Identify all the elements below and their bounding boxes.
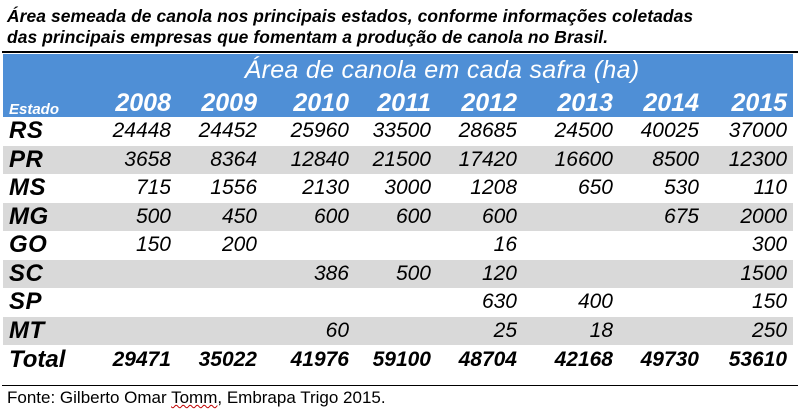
value-cell: 386 xyxy=(263,260,355,289)
value-cell: 16 xyxy=(493,233,517,257)
value-cell: 300 xyxy=(752,233,788,257)
caption-line-2: das principais empresas que fomentam a produção de canola no Brasil. xyxy=(7,27,609,47)
total-label: Total xyxy=(9,346,66,373)
value-cell: 110 xyxy=(753,176,788,200)
year-header-row xyxy=(3,87,793,117)
source-note xyxy=(7,388,386,408)
value-cell: 500 xyxy=(355,260,437,289)
value-cell: 25 xyxy=(437,317,523,346)
value-cell: 24452 xyxy=(198,119,257,143)
row-header-spacer xyxy=(3,54,91,87)
value-cell xyxy=(619,288,705,317)
table-caption xyxy=(7,6,793,48)
value-cell xyxy=(263,231,355,260)
state-cell: PR xyxy=(3,146,91,175)
state-cell: MT xyxy=(3,317,91,346)
source-prefix: Fonte: Gilberto Omar xyxy=(7,388,172,407)
value-cell xyxy=(619,231,705,260)
table-row xyxy=(3,146,793,175)
value-cell: 60 xyxy=(263,317,355,346)
total-value-cell: 48704 xyxy=(458,348,517,371)
total-value-cell: 42168 xyxy=(554,348,613,371)
value-cell xyxy=(523,231,619,260)
value-cell: 3000 xyxy=(384,176,431,200)
year-header-2009: 2009 xyxy=(177,87,263,117)
value-cell: 500 xyxy=(91,203,177,232)
value-cell: 450 xyxy=(177,203,263,232)
value-cell: 1500 xyxy=(705,260,793,289)
value-cell: 24500 xyxy=(554,119,613,143)
value-cell xyxy=(177,317,263,346)
value-cell: 675 xyxy=(619,203,705,232)
year-header-2011: 2011 xyxy=(355,87,437,117)
value-cell xyxy=(619,317,705,346)
value-cell: 200 xyxy=(221,233,257,257)
table-title: Área de canola em cada safra (ha) xyxy=(91,54,793,87)
value-cell: 1208 xyxy=(470,176,517,200)
total-value-cell: 41976 xyxy=(290,348,349,371)
value-cell xyxy=(355,317,437,346)
value-cell xyxy=(619,260,705,289)
table-row xyxy=(3,260,793,289)
value-cell xyxy=(355,231,437,260)
value-cell: 120 xyxy=(437,260,523,289)
table-row xyxy=(3,231,793,260)
value-cell: 28685 xyxy=(458,119,517,143)
value-cell: 150 xyxy=(135,233,171,257)
value-cell: 12300 xyxy=(705,146,793,175)
value-cell xyxy=(355,288,437,317)
value-cell: 37000 xyxy=(728,119,788,143)
value-cell: 600 xyxy=(263,203,355,232)
value-cell xyxy=(91,317,177,346)
total-value-cell: 53610 xyxy=(728,348,788,371)
caption-divider xyxy=(2,51,798,53)
value-cell xyxy=(177,288,263,317)
state-cell: RS xyxy=(9,117,44,145)
value-cell: 630 xyxy=(481,290,517,314)
state-cell: SP xyxy=(9,288,43,316)
value-cell: 18 xyxy=(523,317,619,346)
value-cell xyxy=(177,260,263,289)
value-cell: 600 xyxy=(355,203,437,232)
table-row xyxy=(3,317,793,346)
value-cell: 12840 xyxy=(263,146,355,175)
value-cell: 150 xyxy=(752,290,788,314)
value-cell: 8364 xyxy=(177,146,263,175)
value-cell: 650 xyxy=(577,176,613,200)
source-suffix: , Embrapa Trigo 2015. xyxy=(217,388,386,407)
year-header-2013: 2013 xyxy=(523,87,619,117)
year-header-2008: 2008 xyxy=(91,87,177,117)
value-cell: 2000 xyxy=(705,203,793,232)
value-cell: 8500 xyxy=(619,146,705,175)
year-header-2014: 2014 xyxy=(619,87,705,117)
total-value-cell: 35022 xyxy=(198,348,257,371)
table-row xyxy=(3,203,793,232)
value-cell: 530 xyxy=(663,176,699,200)
state-cell: SC xyxy=(3,260,91,289)
value-cell xyxy=(91,288,177,317)
value-cell xyxy=(523,260,619,289)
caption-line-1: Área semeada de canola nos principais estados, conforme informações coletadas xyxy=(7,6,694,26)
value-cell: 17420 xyxy=(437,146,523,175)
year-header-2012: 2012 xyxy=(437,87,523,117)
value-cell: 600 xyxy=(437,203,523,232)
total-value-cell: 29471 xyxy=(112,348,171,371)
total-value-cell: 59100 xyxy=(372,348,431,371)
value-cell xyxy=(263,288,355,317)
value-cell: 400 xyxy=(577,290,613,314)
year-header-2010: 2010 xyxy=(263,87,355,117)
table-row xyxy=(3,174,793,203)
value-cell: 715 xyxy=(135,176,171,200)
value-cell xyxy=(523,203,619,232)
value-cell: 1556 xyxy=(210,176,257,200)
table-row xyxy=(3,288,793,317)
value-cell: 33500 xyxy=(372,119,431,143)
state-cell: MG xyxy=(3,203,91,232)
canola-area-table xyxy=(3,54,793,375)
value-cell: 25960 xyxy=(290,119,349,143)
table-row xyxy=(3,117,793,146)
value-cell: 3658 xyxy=(91,146,177,175)
value-cell: 21500 xyxy=(355,146,437,175)
value-cell: 250 xyxy=(705,317,793,346)
state-cell: GO xyxy=(9,231,48,259)
total-value-cell: 49730 xyxy=(640,348,699,371)
source-author-surname: Tomm xyxy=(171,388,218,407)
total-row xyxy=(3,345,793,375)
estado-header: Estado xyxy=(3,87,91,117)
state-cell: MS xyxy=(9,174,46,202)
value-cell: 24448 xyxy=(112,119,171,143)
table-title-row xyxy=(3,54,793,87)
footer-divider xyxy=(2,385,798,386)
value-cell xyxy=(91,260,177,289)
value-cell: 40025 xyxy=(640,119,699,143)
value-cell: 16600 xyxy=(523,146,619,175)
value-cell: 2130 xyxy=(302,176,349,200)
year-header-2015: 2015 xyxy=(705,87,793,117)
